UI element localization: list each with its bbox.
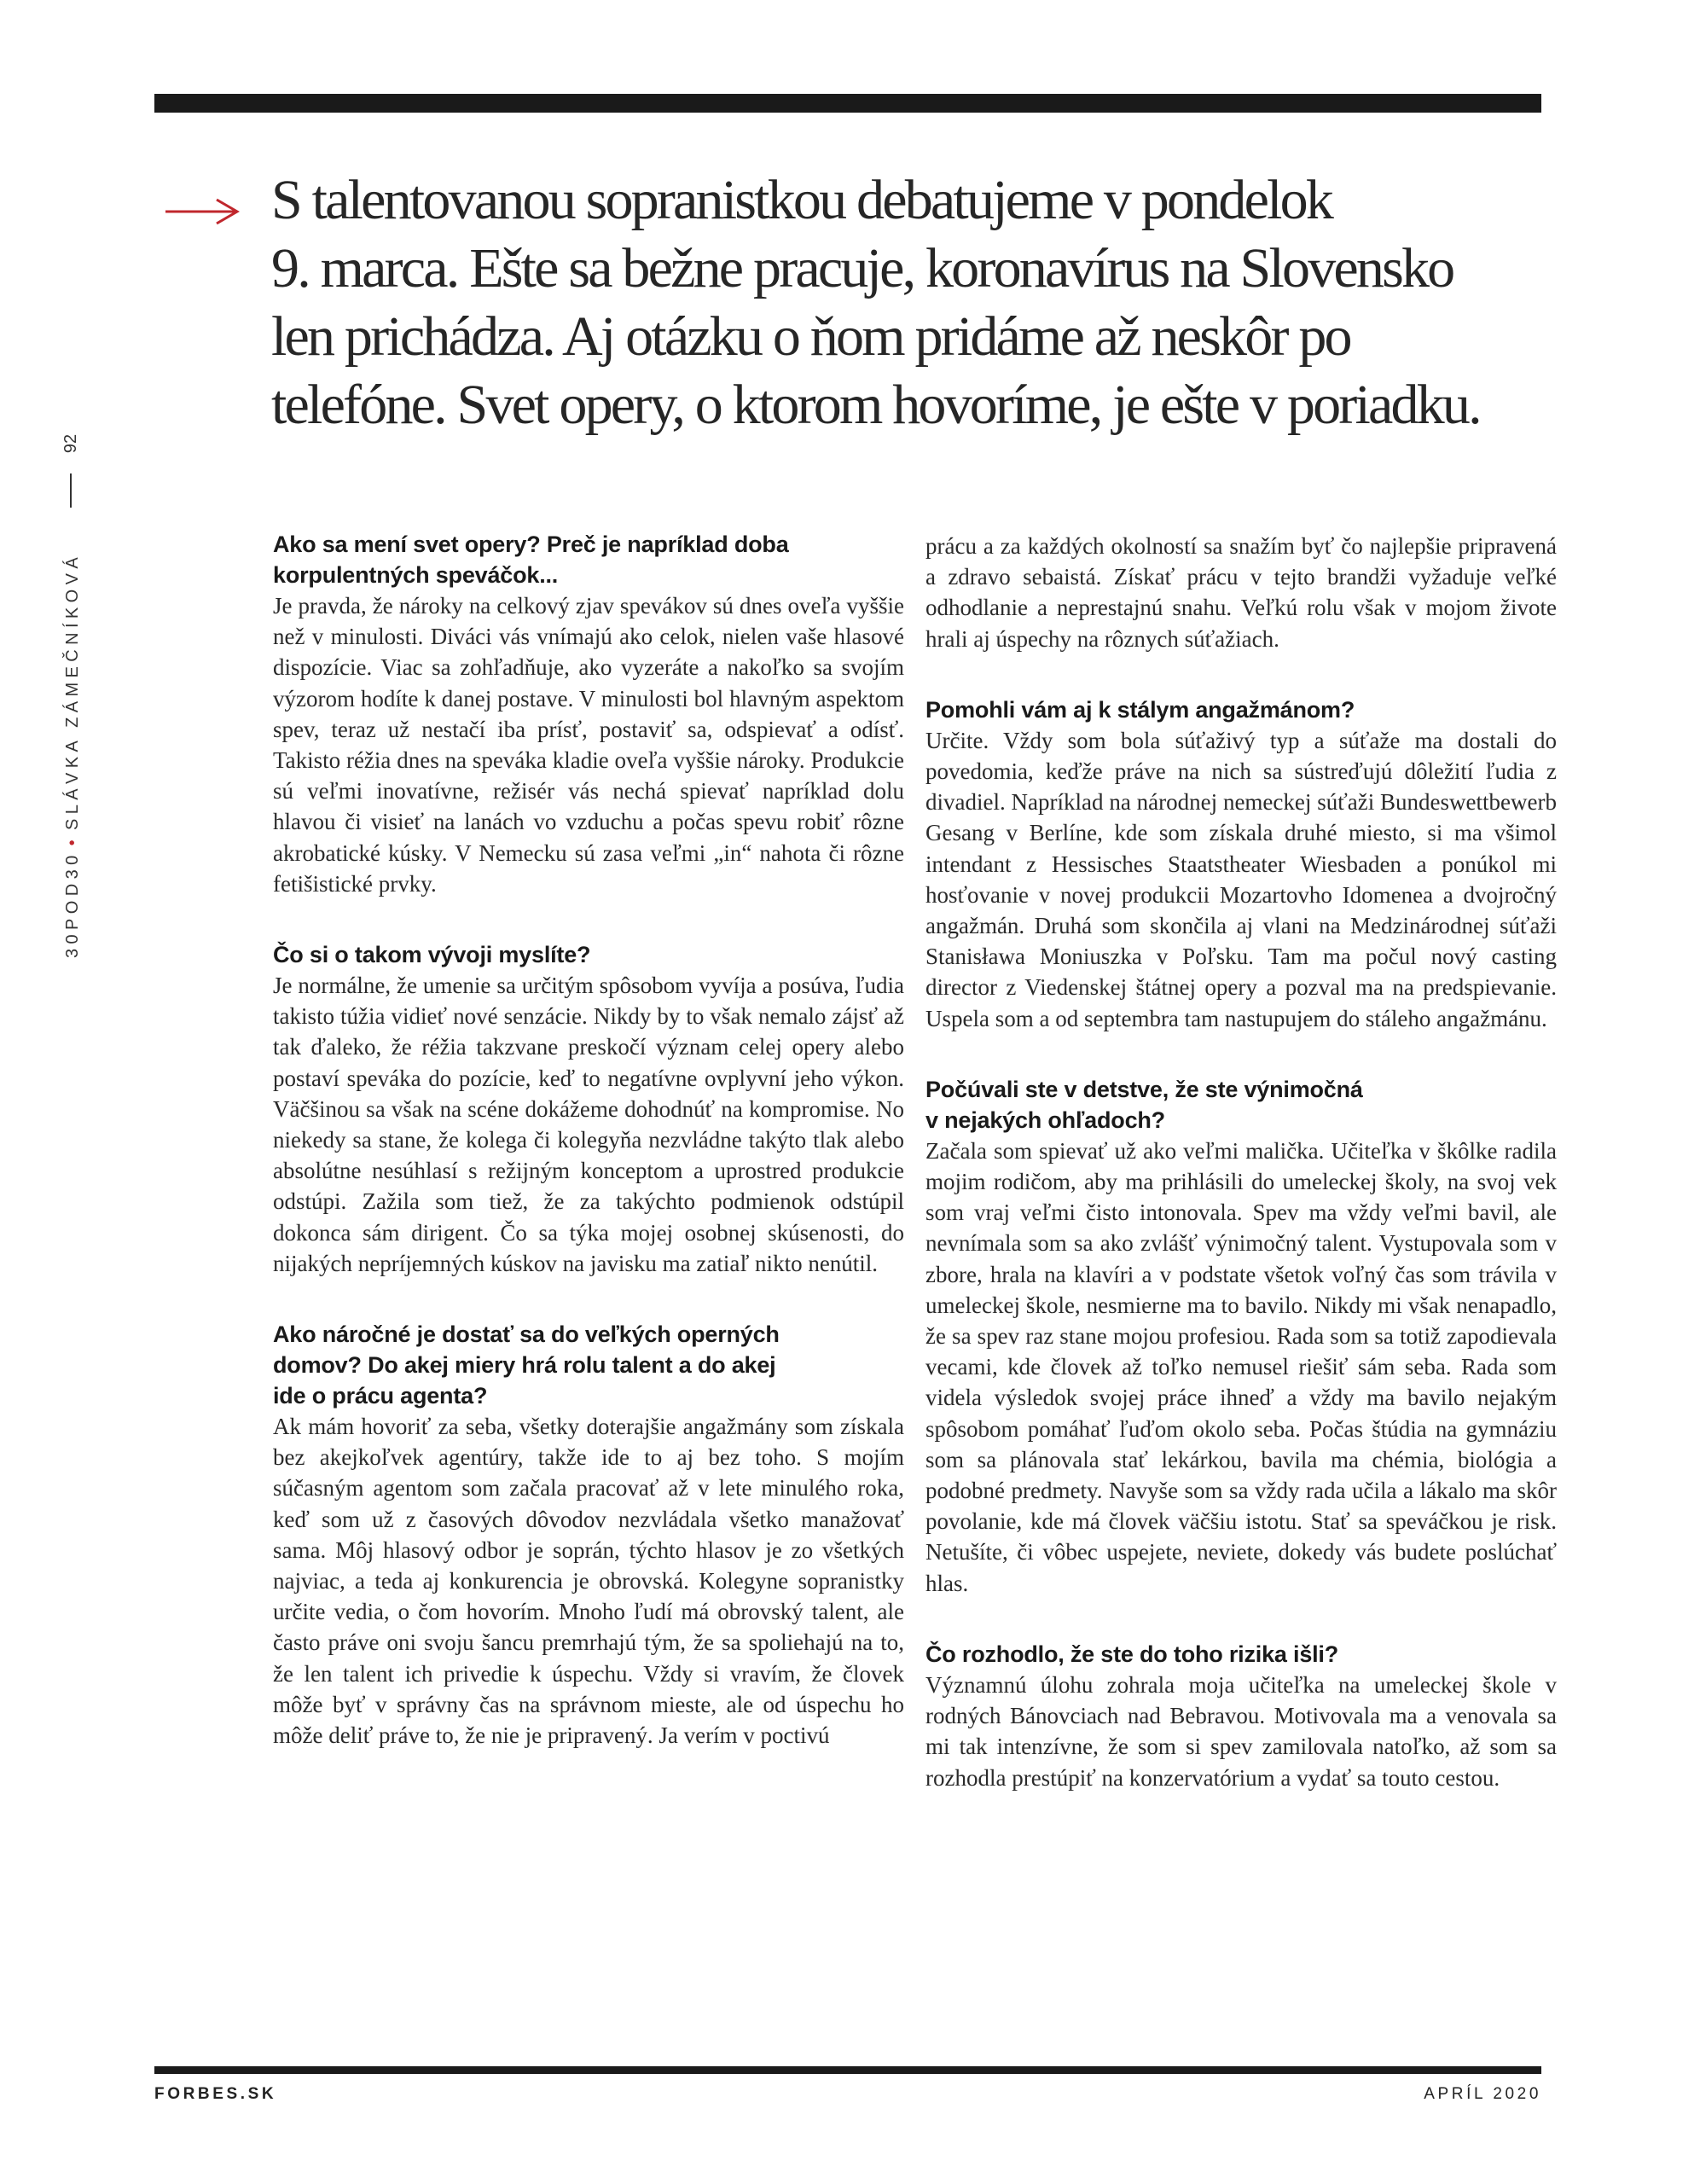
qa-block: [273, 939, 904, 1279]
page-number: 92: [61, 433, 80, 454]
qa-block: [925, 1639, 1557, 1793]
question: Ako sa mení svet opery? Preč je napríklad doba korpulentných speváčok...: [273, 531, 789, 588]
answer: prácu a za každých okolností sa snažím byť čo najlepšie pripravená a zdravo sebaistá. Získať prácu v tejto brandži vyžaduje veľké odhodlanie a neprestajnú snahu. Veľkú rolu však v mojom živote hrali aj úspechy na rôznych súťažiach.: [925, 533, 1557, 652]
top-rule: [154, 94, 1541, 113]
qa-block: [273, 529, 904, 899]
answer: Významnú úlohu zohrala moja učiteľka na umeleckej škole v rodných Bánovciach nad Bebravou. Motivovala ma a venovala sa mi tak intenzívne, že som si spev zamilovala natoľko, až som sa rozhodla prestúpiť na konzervatórium a vydať sa touto cestou.: [925, 1671, 1557, 1791]
answer: Ak mám hovoriť za seba, všetky doterajšie angažmány som získala bez akejkoľvek agentúry, takže ide to aj bez toho. S mojím súčasným agentom som začala pracovať až v lete minulého roka, keď som už z časových dôvodov nezvládala všetko manažovať sama. Môj hlasový odbor je soprán, týchto hlasov je zo všetkých najviac, a teda aj konkurencia je obrovská. Kolegyne sopranistky určite vedia, o čom hovorím. Mnoho ľudí má obrovský talent, ale často práve oni svoju šancu premrhajú tým, že sa spoliehajú na to, že len talent ich privedie k úspechu. Vždy si vravím, že človek môže byť v správny čas na správnom mieste, ale od úspechu ho môže deliť práve to, že nie je pripravený. Ja verím v poctivú: [273, 1414, 904, 1749]
answer: Je pravda, že nároky na celkový zjav spevákov sú dnes oveľa vyššie než v minulosti. Diváci vás vnímajú ako celok, nielen vaše hlasové dispozície. Viac sa zohľadňuje, ako vyzeráte a nakoľko sa svojím výzorom hodíte k danej postave. V minulosti bol hlavným aspektom spev, teraz už nestačí iba prísť, postaviť sa, odspievať a odísť. Takisto réžia dnes na speváka kladie oveľa vyššie nároky. Produkcie sú veľmi inovatívne, režisér vás nechá spievať napríklad dolu hlavou či visieť na lanách vo vzduchu a počas spevu robiť rôzne akrobatické kúsky. V Nemecku sú zasa veľmi „in“ nahota či rôzne fetišistické prvky.: [273, 593, 904, 897]
answer: Určite. Vždy som bola súťaživý typ a súťaže ma dostali do povedomia, keďže práve na nich sa sústreďujú dôležití ľudia z divadiel. Napríklad na národnej nemeckej súťaži Bundeswettbewerb Gesang v Berlíne, kde som získala druhé miesto, si ma všimol intendant z Hessisches Staatstheater Wiesbaden a ponúkol mi hosťovanie v novej produkcii Mozartovho Idomenea a dvojročný angažmán. Druhá som skončila aj vlani na Medzinárodnej súťaži Stanisława Moniuszka v Poľsku. Tam ma počul nový casting director z Viedenskej štátnej opery a pozval ma na predspievanie. Uspela som a od septembra tam nastupujem do stáleho angažmánu.: [925, 727, 1557, 1031]
answer: Začala som spievať už ako veľmi malička. Učiteľka v škôlke radila mojim rodičom, aby ma prihlásili do umeleckej školy, na svoj vek som vraj veľmi čisto intonovala. Spev ma vždy veľmi bavil, ale nevnímala som sa ako zvlášť výnimočný talent. Vystupovala som v zbore, hrala na klavíri a v podstate všetok voľný čas som trávila v umeleckej škole, nesmierne ma to bavilo. Nikdy mi však nenapadlo, že sa spev raz stane mojou profesiou. Rada som sa totiž zapodievala vecami, kde človek až toľko nemusel riešiť sám seba. Rada som videla výsledok svojej práce ihneď a vždy ma bavilo nejakým spôsobom pomáhať ľuďom okolo seba. Počas štúdia na gymnáziu som sa plánovala stať lekárkou, bavila ma chémia, biológia a podobné predmety. Navyše som sa vždy rada učila a lákalo ma skôr povolanie, kde má človek väčšiu istotu. Stať sa speváčkou je risk. Netušíte, či vôbec uspejete, neviete, dokedy vás budete poslúchať hlas.: [925, 1137, 1557, 1596]
separator-dot: •: [63, 834, 82, 846]
lead-line: telefóne. Svet opery, o ktorom hovoríme, je ešte v poriadku.: [271, 374, 1480, 436]
qa-block: [273, 1319, 904, 1751]
question: Čo rozhodlo, že ste do toho rizika išli?: [925, 1641, 1339, 1667]
left-column: [273, 529, 904, 1791]
qa-block: [925, 694, 1557, 1034]
footer-issue-date: APRÍL 2020: [1424, 2085, 1541, 2103]
footer-site: FORBES.SK: [154, 2085, 277, 2103]
person-name: SLÁVKA ZÁMEČNÍKOVÁ: [63, 552, 82, 830]
qa-block: [925, 531, 1557, 654]
bottom-rule: [154, 2066, 1541, 2074]
question: Pomohli vám aj k stálym angažmánom?: [925, 696, 1355, 723]
answer: Je normálne, že umenie sa určitým spôsobom vyvíja a posúva, ľudia takisto túžia vidieť nové senzácie. Nikdy by to však nemalo zájsť až tak ďaleko, že réžia takzvane preskočí význam celej opery alebo postaví speváka do pozície, keď to negatívne ovplyvní jeho výkon. Väčšinou sa však na scéne dokážeme dohodnúť na kompromise. No niekedy sa stane, že kolega či kolegyňa nezvládne takýto tlak alebo absolútne nesúhlasí s režijným konceptom a uprostred produkcie odstúpi. Zažila som tiež, že za takýchto podmienok odstúpil dokonca sám dirigent. Čo sa týka mojej osobnej skúsenosti, do nijakých nepríjemných kúskov na javisku ma zatiaľ nikto nenútil.: [273, 973, 904, 1276]
question: Počúvali ste v detstve, že ste výnimočná v nejakých ohľadoch?: [925, 1076, 1363, 1133]
question: Čo si o takom vývoji myslíte?: [273, 942, 591, 968]
lead-line: len prichádza. Aj otázku o ňom pridáme až neskôr po: [271, 305, 1350, 368]
sidebar-label: [60, 552, 85, 958]
lead-line: 9. marca. Ešte sa bežne pracuje, koronavírus na Slovensko: [271, 237, 1453, 299]
right-column: [925, 531, 1557, 1833]
sidebar-divider: [70, 473, 72, 508]
right-arrow-icon: [164, 195, 241, 229]
lead-paragraph: [271, 166, 1551, 439]
question: Ako náročné je dostať sa do veľkých operných domov? Do akej miery hrá rolu talent a do akej ide o prácu agenta?: [273, 1321, 780, 1409]
lead-line: S talentovanou sopranistkou debatujeme v pondelok: [271, 169, 1332, 231]
qa-block: [925, 1074, 1557, 1599]
section-name: 30POD30: [63, 851, 82, 958]
